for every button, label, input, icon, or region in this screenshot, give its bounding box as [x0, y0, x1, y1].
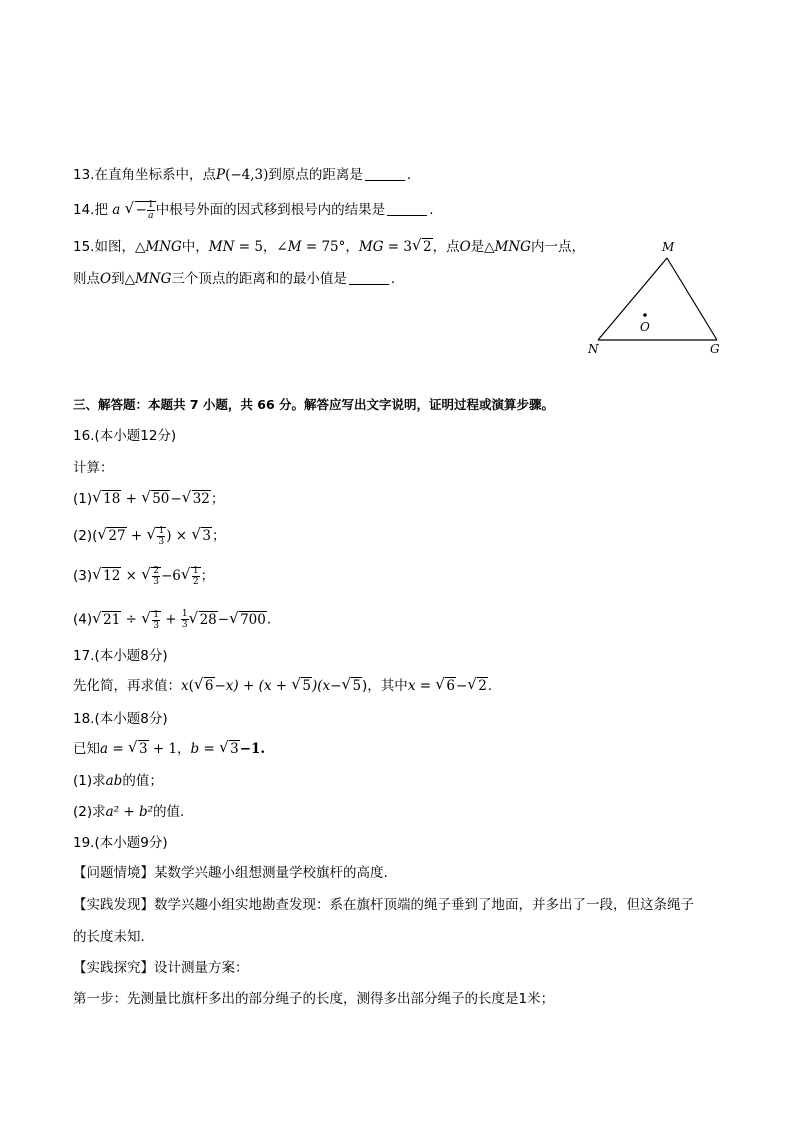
- label-m: M: [662, 240, 675, 254]
- question-15-line-2: 则点O到△MNG三个顶点的距离和的最小值是 .: [73, 271, 396, 287]
- question-16-part-1: (1) √ 18 + √ 50− √ 32；: [73, 488, 225, 507]
- label-g: G: [710, 342, 720, 356]
- label-n: N: [588, 342, 599, 356]
- label-o: O: [640, 320, 650, 334]
- question-19-context: 【问题情境】某数学兴趣小组想测量学校旗杆的高度.: [73, 865, 388, 881]
- answer-blank[interactable]: [387, 203, 427, 216]
- question-16-part-4: (4) √ 21 ÷ √ $\frac{1}{3}$ + $\frac{1}{3}$ √ 28− √ 700.: [73, 608, 272, 631]
- answer-blank[interactable]: [365, 168, 405, 181]
- side-mg: [667, 258, 717, 340]
- question-16-part-3: (3) √ 12 × √ $\frac{2}{3}$ −6 √ $\frac{1}{2}$ ；: [73, 565, 215, 587]
- question-16-title: 16.(本小题12分): [73, 428, 177, 444]
- question-18-given: 已知a = √ 3 + 1，b = √ 3−1.: [73, 738, 266, 757]
- point-o: [643, 313, 647, 317]
- question-17-title: 17.(本小题8分): [73, 648, 168, 664]
- question-16-part-2: (2)( √ 27 + √ $\frac{1}{3}$ ) × √ 3；: [73, 525, 226, 547]
- question-14: 14.把 a √ − $\frac{1}{a}$ 中根号外面的因式移到根号内的结果是 .: [73, 199, 434, 221]
- answer-blank[interactable]: [349, 272, 389, 285]
- question-19-discovery: 【实践发现】数学兴趣小组实地勘查发现：系在旗杆顶端的绳子垂到了地面，并多出了一段，但这条绳子: [73, 897, 694, 913]
- question-18-part-2: (2)求a² + b²的值.: [73, 804, 185, 820]
- side-mn: [598, 258, 667, 340]
- question-19-discovery-cont: 的长度未知.: [73, 929, 145, 945]
- question-19-step-1: 第一步：先测量比旗杆多出的部分绳子的长度，测得多出部分绳子的长度是1米；: [73, 991, 555, 1007]
- question-17-body: 先化简，再求值：x( √ 6−x) + (x + √ 5)(x− √ 5)，其中x = √ 6− √ 2.: [73, 675, 493, 694]
- question-18-title: 18.(本小题8分): [73, 711, 168, 727]
- question-15-line-1: 15.如图，△MNG中，MN = 5，∠M = 75°，MG = 3 √ 2，点O是△MNG内一点，: [73, 236, 585, 255]
- question-18-part-1: (1)求ab的值；: [73, 773, 163, 789]
- question-19-explore: 【实践探究】设计测量方案：: [73, 960, 249, 976]
- question-13: 13.在直角坐标系中，点P(−4,3)到原点的距离是 .: [73, 167, 412, 183]
- triangle-figure: [580, 235, 730, 360]
- question-19-title: 19.(本小题9分): [73, 835, 168, 851]
- sqrt-expression: √ − $\frac{1}{a}$: [124, 199, 154, 221]
- question-16-intro: 计算：: [73, 460, 114, 476]
- section-3-header: 三、解答题：本题共 7 小题，共 66 分。解答应写出文字说明，证明过程或演算步骤。: [73, 397, 555, 412]
